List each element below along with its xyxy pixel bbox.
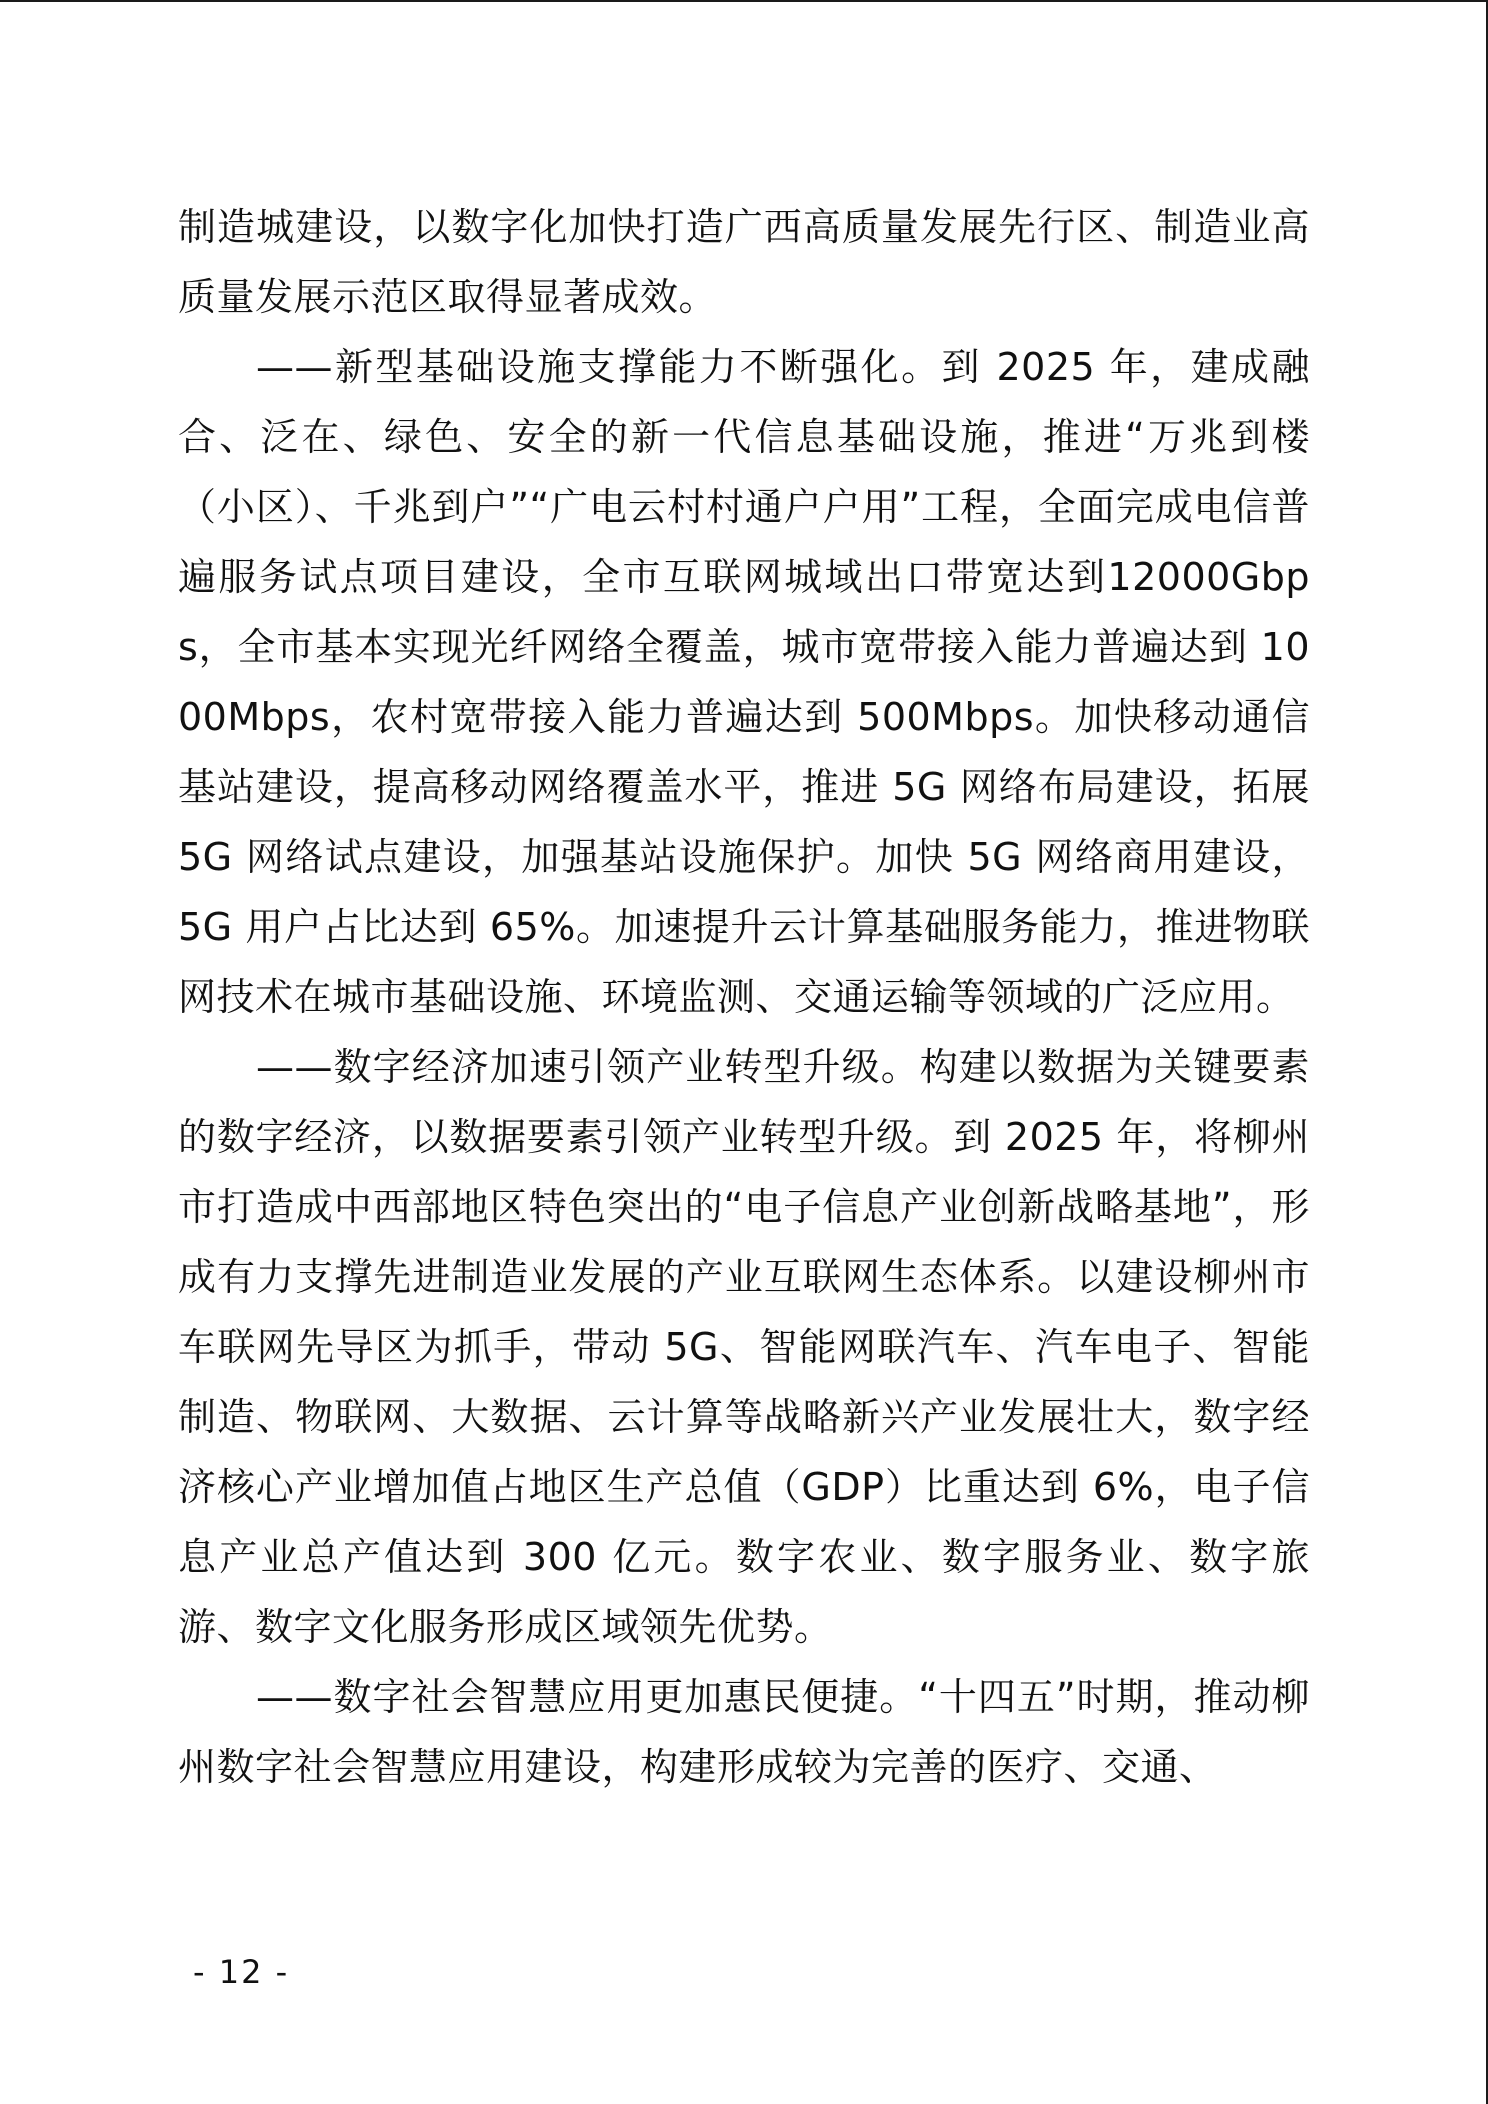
paragraph-infrastructure: ——新型基础设施支撑能力不断强化。到 2025 年，建成融合、泛在、绿色、安全的新一代信息基础设施，推进“万兆到楼（小区）、千兆到户”“广电云村村通户户用”工程，全面完成电信普遍服务试点项目建设，全市互联网城域出口带宽达到12000Gbps，全市基本实现光纤网络全覆盖，城市宽带接入能力普遍达到 1000Mbps，农村宽带接入能力普遍达到 500Mbps。加快移动通信基站建设，提高移动网络覆盖水平，推进 5G 网络布局建设，拓展 5G 网络试点建设，加强基站设施保护。加快 5G 网络商用建设，5G 用户占比达到 65%。加速提升云计算基础服务能力，推进物联网技术在城市基础设施、环境监测、交通运输等领域的广泛应用。 — [178, 345, 1310, 1019]
document-body — [178, 192, 1310, 1802]
page-number: - 12 - — [193, 1953, 290, 1991]
paragraph-continuation: 制造城建设，以数字化加快打造广西高质量发展先行区、制造业高质量发展示范区取得显著成效。 — [178, 205, 1310, 319]
paragraph-digital-economy: ——数字经济加速引领产业转型升级。构建以数据为关键要素的数字经济，以数据要素引领产业转型升级。到 2025 年，将柳州市打造成中西部地区特色突出的“电子信息产业创新战略基地”，形成有力支撑先进制造业发展的产业互联网生态体系。以建设柳州市车联网先导区为抓手，带动 5G、智能网联汽车、汽车电子、智能制造、物联网、大数据、云计算等战略新兴产业发展壮大，数字经济核心产业增加值占地区生产总值（GDP）比重达到 6%，电子信息产业总产值达到 300 亿元。数字农业、数字服务业、数字旅游、数字文化服务形成区域领先优势。 — [178, 1045, 1310, 1649]
paragraph-digital-society: ——数字社会智慧应用更加惠民便捷。“十四五”时期，推动柳州数字社会智慧应用建设，构建形成较为完善的医疗、交通、 — [178, 1675, 1310, 1789]
